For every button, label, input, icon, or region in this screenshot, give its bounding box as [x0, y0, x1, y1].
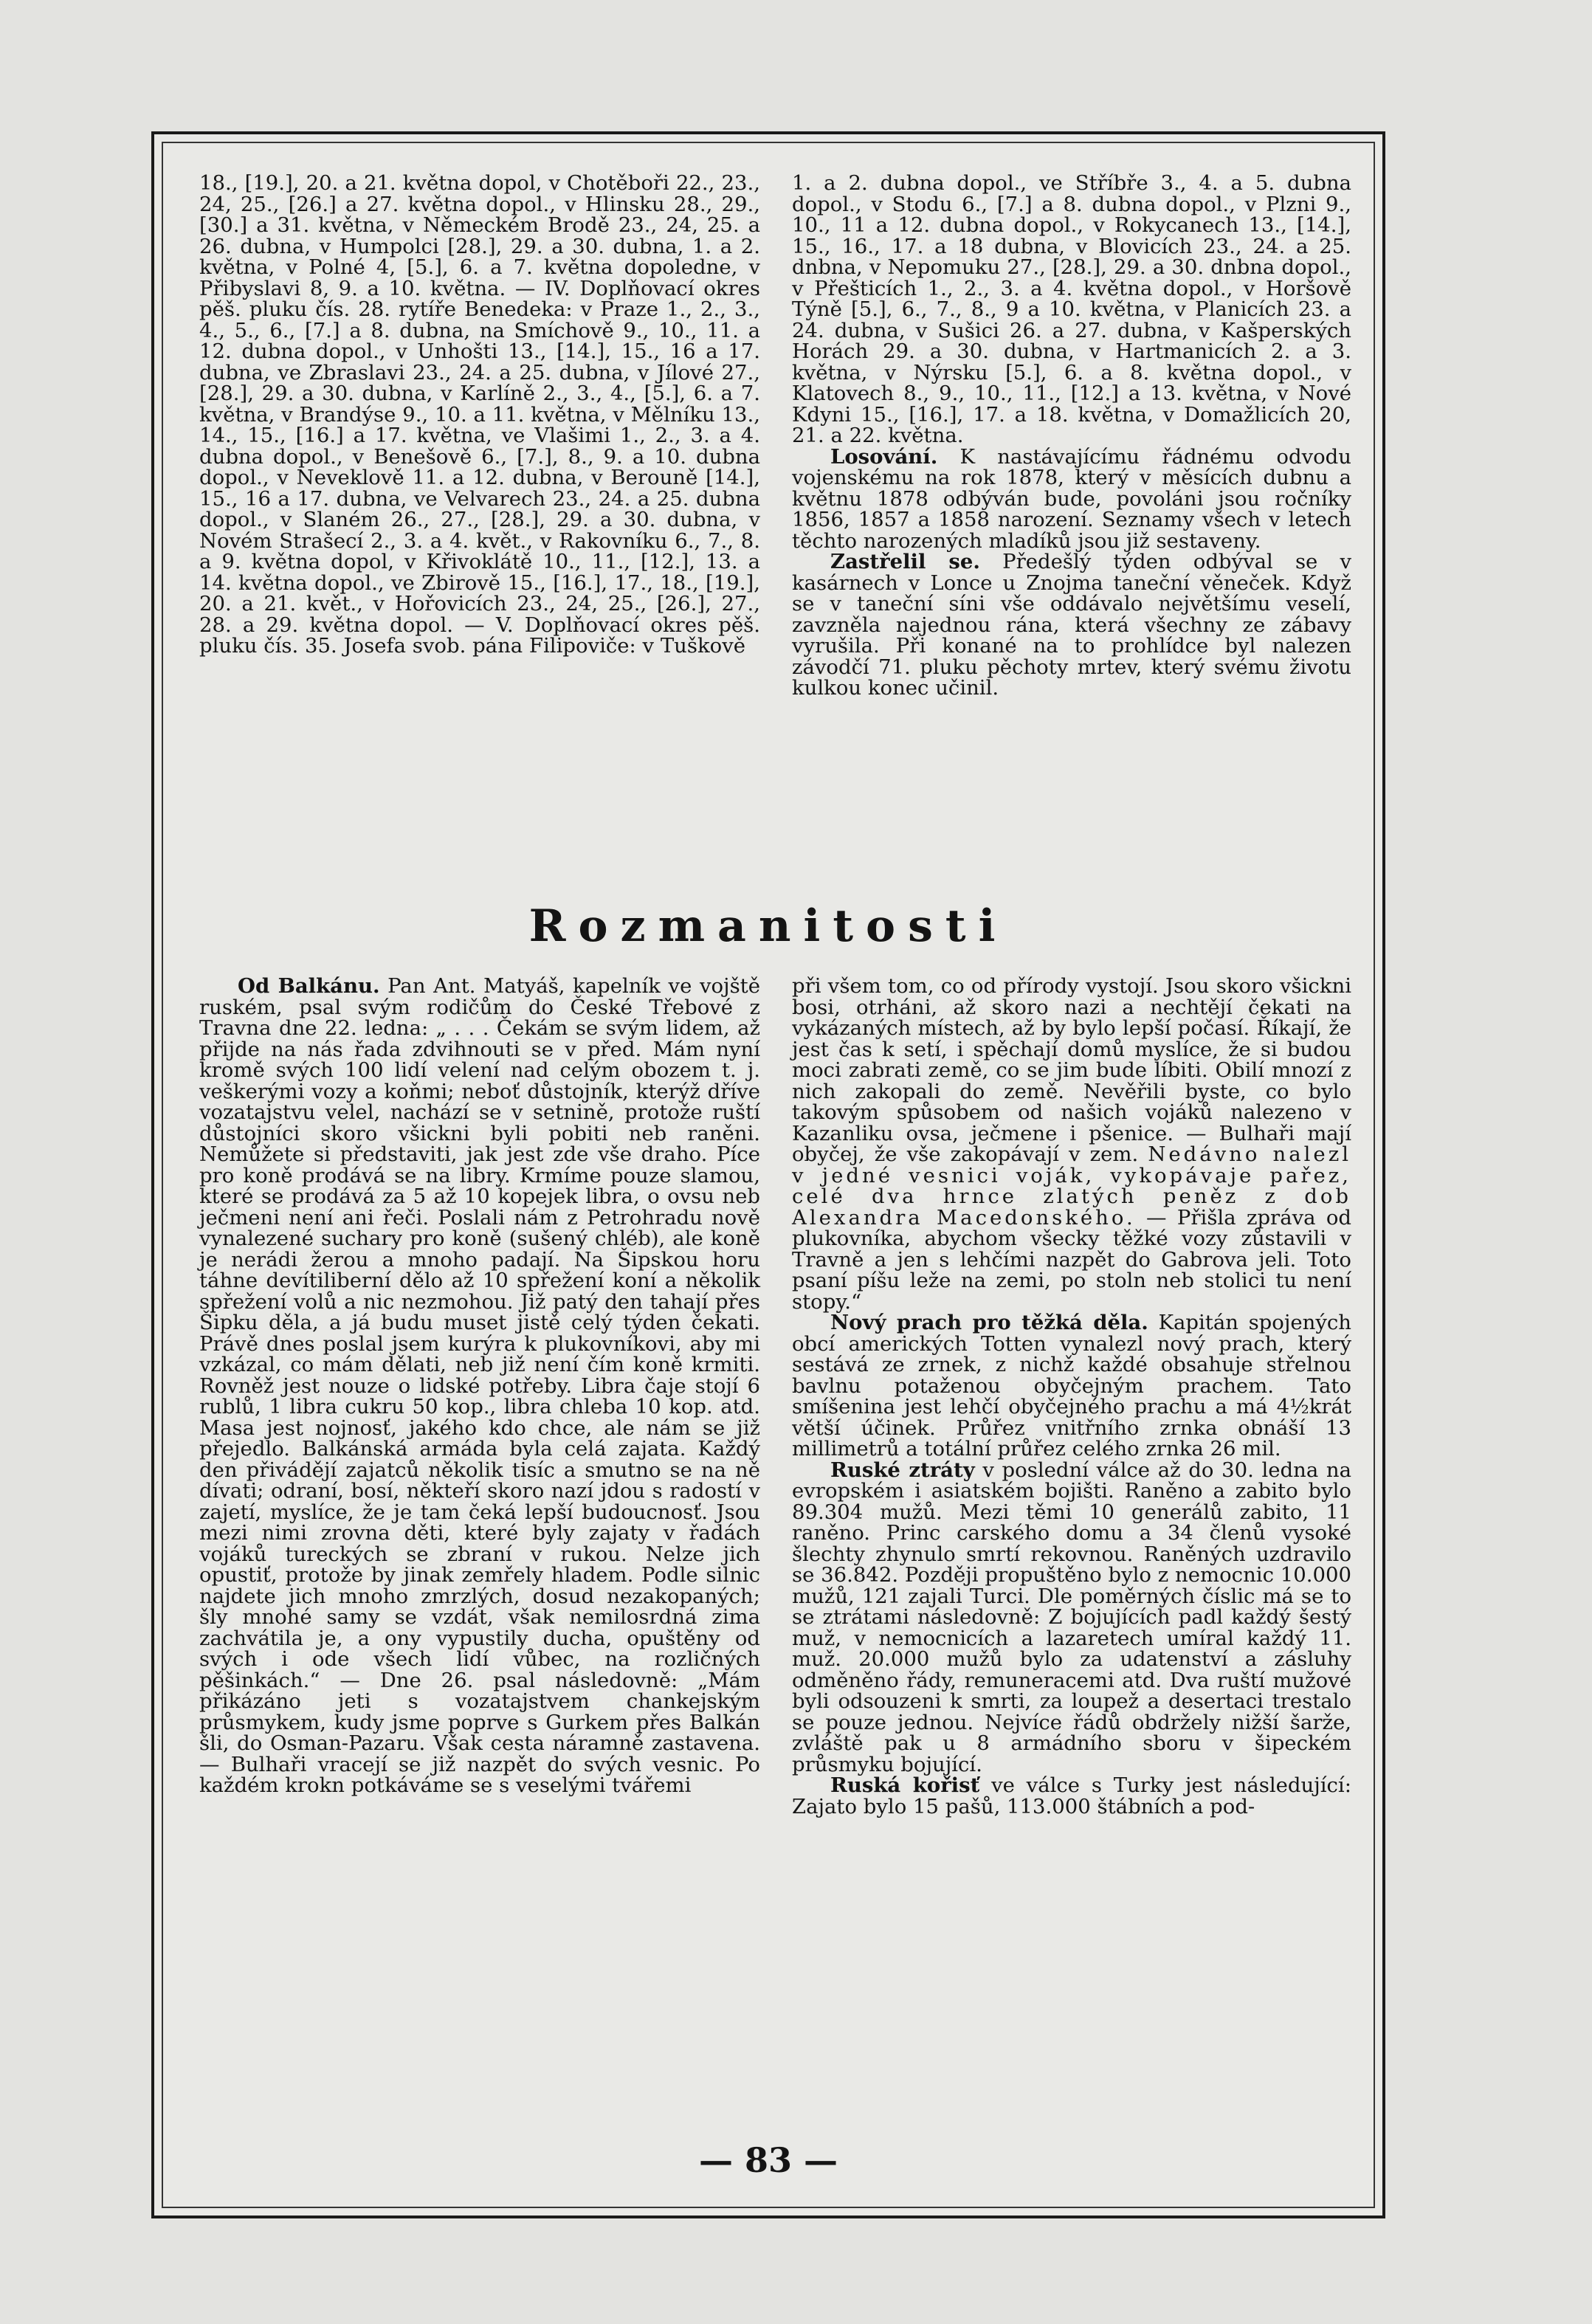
- zastrelil-body: Předešlý týden odbýval se v kasárnech v Lonce u Znojma taneční věneček. Když se v taneční síni vše oddávalo největšímu veselí, zavzněla najednou rána, která všechny ze zábavy vyrušila. Při konané na to prohlídce byl nalezen závodčí 71. pluku pěchoty mrtev, který svému životu kulkou konec učinil.: [792, 550, 1351, 700]
- balkan-body: Pan Ant. Matyáš, kapelník ve vojště ruském, psal svým rodičům do České Třebové z Travna dne 22. ledna: „ . . . Čekám se svým lidem, až přijde na nás řada zdvihnouti se v před. Mám nyní kromě svých 100 lidí velení nad celým obozem t. j. veškerými vozy a koňmi; neboť důstojník, kterýž dříve vozatajstvu velel, nachází se v setnině, protože ruští důstojníci skoro všickni byli pobiti neb raněni. Nemůžete si představiti, jak jest zde vše draho. Píce pro koně prodává se na libry. Krmíme pouze slamou, které se prodává za 5 až 10 kopejek libra, o ovsu neb ječmeni není ani řeči. Poslali nám z Petrohradu nově vynalezené suchary pro koně (sušený chléb), ale koně je nerádi žerou a mnoho padají. Na Šipskou horu táhne devítiliberní dělo až 10 spřežení koní a několik spřežení volů a nic nezmohou. Již patý den tahají přes Šipku děla, a já budu muset jistě celý týden čekati. Právě dnes poslal jsem kurýra k plukovníkovi, aby mi vzkázal, co mám dělati, neb již není čím koně krmiti. Rovněž jest nouze o lidské potřeby. Libra čaje stojí 6 rublů, 1 libra cukru 50 kop., libra chleba 10 kop. atd. Masa jest nojnosť, jakého kdo chce, ale nám se již přejedlo. Balkánská armáda byla celá zajata. Každý den přivádějí zajatců několik tisíc a smutno se na ně dívati; odraní, bosí, někteří skoro nazí jdou s radostí v zajetí, myslíce, že je tam čeká lepší budoucnosť. Jsou mezi nimi zrovna děti, které byly zajaty v řadách vojáků tureckých se zbraní v rukou. Nelze jich opustiť, protože by jinak zemřely hladem. Podle silnic najdete jich mnoho zmrzlých, dosud nezakopaných; šly mnohé samy se vzdát, však nemilosrdná zima zachvátila je, a ony vypustily ducha, opuštěny od svých i ode všech lidí vůbec, na rozličných pěšinkách.“ — Dne 26. psal následovně: „Mám přikázáno jeti s vozatajstvem chankejským průsmykem, kudy jsme poprve s Gurkem přes Balkán šli, do Osman-Pazaru. Však cesta náramně zastavena. — Bulhaři vracejí se již nazpět do svých vesnic. Po každém krokn potkáváme se s veselými tvářemi: [199, 974, 761, 1797]
- balkan-continued-end: — Přišla zpráva od plukovníka, abychom všecky těžké vozy zůstavili v Travně a jen s lehčími nazpět do Gabrova jeli. Toto psaní píšu leže na zemi, po stoln neb stolici tu není stopy.“: [792, 1205, 1352, 1314]
- ztraty-body: v poslední válce až do 30. ledna na evropském i asiatském bojišti. Raněno a zabito bylo 89.304 mužů. Mezi těmi 10 generálů zabito, 11 raněno. Princ carského domu a 34 členů vysoké šlechty zhynulo smrtí rekovnou. Raněných uzdravilo se 36.842. Později propuštěno bylo z nemocnic 10.000 mužů, 121 zajali Turci. Dle poměrných číslic má se to se ztrátami následovně: Z bojujících padl každý šestý muž, v nemocnicích a lazaretech umíral každý 11. muž. 20.000 mužů bylo za udatenství a zásluhy odměněno řády, remuneracemi atd. Dva ruští mužové byli odsouzeni k smrti, za loupež a desertaci trestalo se pouze jednou. Nejvíce řádů obdržely nižší šarže, zvláště pak u 8 armádního sboru v šipeckém průsmyku bojující.: [792, 1458, 1352, 1776]
- balkan-continued-text: při všem tom, co od přírody vystojí. Jsou skoro všickni bosi, otrháni, až skoro nazi a nechtějí čekati na vykázaných místech, až by bylo lepší počasí. Říkají, že jest čas k setí, i spěchají domů myslíce, že si budou moci zabrati země, co se jim bude líbiti. Obilí mnozí z nich zakopali do země. Nevěřili byste, co bylo takovým spůsobem od našich vojáků nalezeno v Kazanliku ovsa, ječmene i pšenice. — Bulhaři mají obyčej, že vše zakopávají v zem.: [792, 974, 1351, 1166]
- korist-heading: Ruská kořisť: [830, 1773, 980, 1797]
- ztraty-heading: Ruské ztráty: [830, 1458, 975, 1482]
- top-left-column: [199, 173, 760, 657]
- zastrelil-heading: Zastřelil se.: [830, 550, 980, 573]
- balkan-paragraph: [199, 976, 760, 1796]
- korist-body: ve válce s Turky jest následující: Zajato bylo 15 pašů, 113.000 štábních a pod-: [792, 1773, 1351, 1818]
- korist-paragraph: [792, 1775, 1351, 1817]
- balkan-continued-paragraph: [792, 976, 1351, 1312]
- balkan-spaced-text: Nedávno nalezl v jedné vesnici voják, vykopávaje pařez, celé dva hrnce zlatých peněz z dob Alexandra Macedonského.: [792, 1142, 1351, 1230]
- ztraty-paragraph: [792, 1460, 1351, 1776]
- recruitment-schedule-text: 18., [19.], 20. a 21. května dopol, v Chotěboři 22., 23., 24, 25., [26.] a 27. května dopol., v Hlinsku 28., 29., [30.] a 31. května, v Německém Brodě 23., 24, 25. a 26. dubna, v Humpolci [28.], 29. a 30. dubna, 1. a 2. května, v Polné 4, [5.], 6. a 7. května dopoledne, v Přibyslavi 8, 9. a 10. května. — IV. Doplňovací okres pěš. pluku čís. 28. rytíře Benedeka: v Praze 1., 2., 3., 4., 5., 6., [7.] a 8. dubna, na Smíchově 9., 10., 11. a 12. dubna dopol., v Unhošti 13., [14.], 15., 16 a 17. dubna, ve Zbraslavi 23., 24. a 25. dubna, v Jílové 27., [28.], 29. a 30. dubna, v Karlíně 2., 3., 4., [5.], 6. a 7. května, v Brandýse 9., 10. a 11. května, v Mělníku 13., 14., 15., [16.] a 17. května, ve Vlašimi 1., 2., 3. a 4. dubna dopol., v Benešově 6., [7.], 8., 9. a 10. dubna dopol., v Neveklově 11. a 12. dubna, v Berouně [14.], 15., 16 a 17. dubna, ve Velvarech 23., 24. a 25. dubna dopol., v Slaném 26., 27., [28.], 29. a 30. dubna, v Novém Strašecí 2., 3. a 4. květ., v Rakovníku 6., 7., 8. a 9. května dopol, v Křivoklátě 10., 11., [12.], 13. a 14. května dopol., ve Zbirově 15., [16.], 17., 18., [19.], 20. a 21. květ., v Hořovicích 23., 24, 25., [26.], 27., 28. a 29. května dopol. — V. Doplňovací okres pěš. pluku čís. 35. Josefa svob. pána Filipoviče: v Tuškově: [199, 171, 760, 658]
- losovani-body: K nastávajícímu řádnému odvodu vojenskému na rok 1878, který v měsících dubnu a květnu 1878 odbýván bude, povoláni jsou ročníky 1856, 1857 a 1858 narození. Seznamy všech v letech těchto narozených mladíků jsou již sestaveny.: [792, 444, 1351, 553]
- balkan-heading: Od Balkánu.: [238, 974, 380, 998]
- top-right-column: [792, 173, 1351, 699]
- prach-heading: Nový prach pro těžká děla.: [830, 1311, 1148, 1334]
- bottom-right-column: [792, 976, 1351, 1817]
- losovani-paragraph: [792, 446, 1351, 552]
- page-number: — 83 —: [698, 2140, 838, 2180]
- losovani-heading: Losování.: [830, 444, 938, 469]
- prach-body: Kapitán spojených obcí amerických Totten vynalezl nový prach, který sestává ze zrnek, z nichž každé obsahuje střelnou bavlnu potaženou obyčejným prachem. Tato smíšenina jest lehčí obyčejného prachu a má 4½krát větší účinek. Průřez vnitřního zrnka obnáší 13 millimetrů a totální průřez celého zrnka 26 mil.: [792, 1311, 1351, 1461]
- section-title: Rozmanitosti: [528, 900, 1008, 952]
- recruitment-schedule-continued: 1. a 2. dubna dopol., ve Stříbře 3., 4. a 5. dubna dopol., v Stodu 6., [7.] a 8. dubna dopol., v Plzni 9., 10., 11 a 12. dubna dopol., v Rokycanech 13., [14.], 15., 16., 17. a 18 dubna, v Blovicích 23., 24. a 25. dnbna, v Nepomuku 27., [28.], 29. a 30. dnbna dopol., v Přešticích 1., 2., 3. a 4. května dopol., v Horšově Týně [5.], 6., 7., 8., 9 a 10. května, v Planicích 23. a 24. dubna, v Sušici 26. a 27. dubna, v Kašperských Horách 29. a 30. dubna, v Hartmanicích 2. a 3. května, v Nýrsku [5.], 6. a 8. května dopol., v Klatovech 8., 9., 10., 11., [12.] a 13. května, v Nové Kdyni 15., [16.], 17. a 18. května, v Domažlicích 20, 21. a 22. května.: [792, 171, 1351, 447]
- zastrelil-paragraph: [792, 551, 1351, 699]
- bottom-left-column: [199, 976, 760, 1796]
- prach-paragraph: [792, 1312, 1351, 1460]
